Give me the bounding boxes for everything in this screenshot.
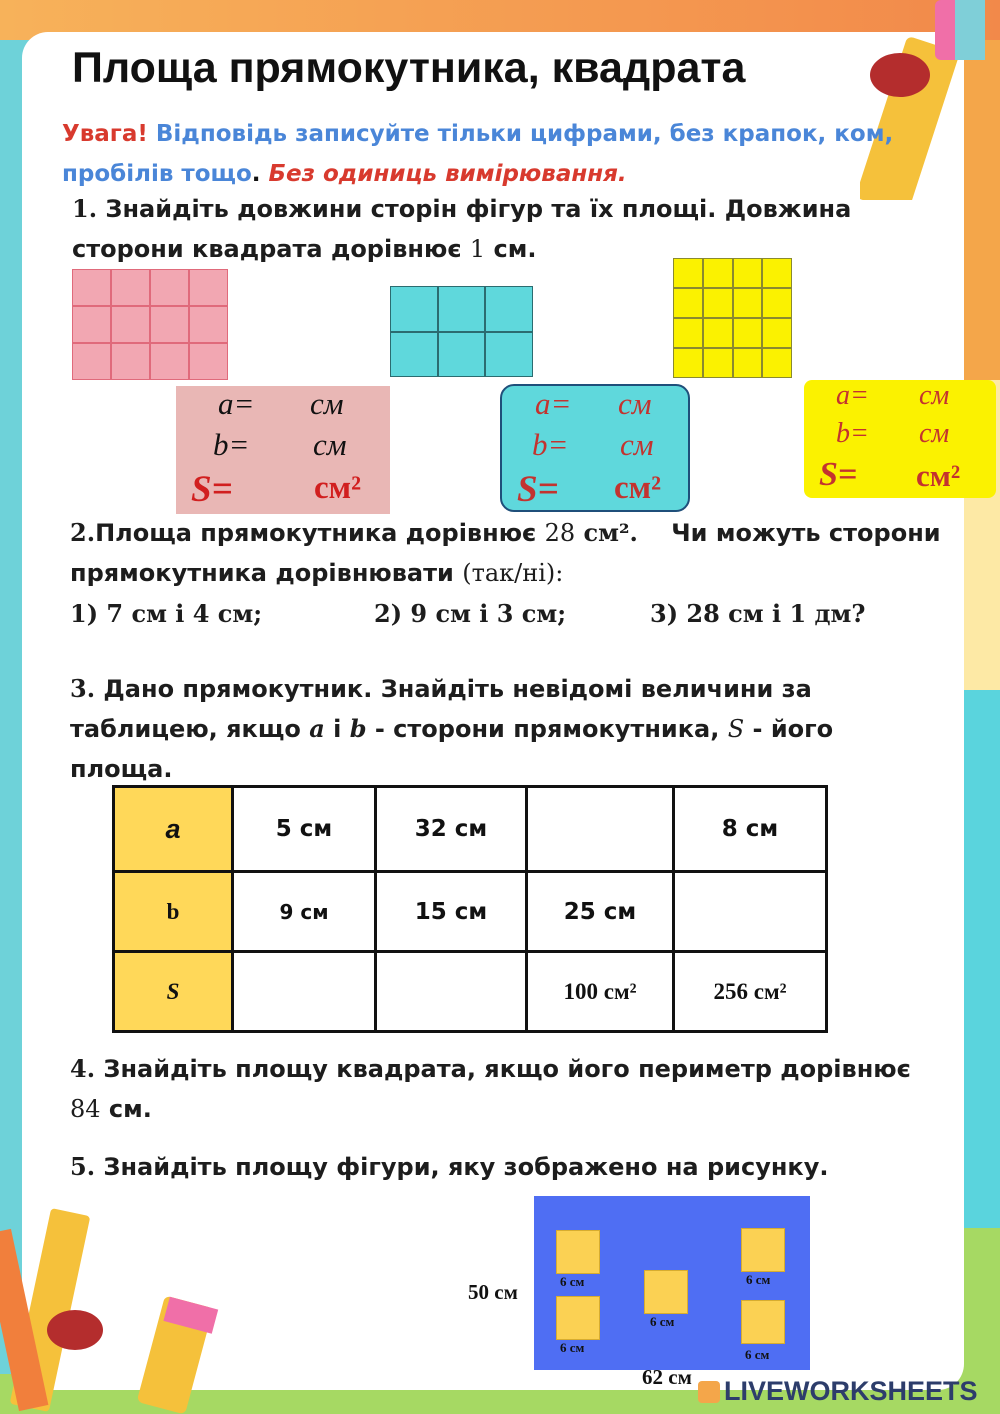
page-title: Площа прямокутника, квадрата xyxy=(72,44,746,92)
answer-box-yellow: a= см b= см S= см² xyxy=(804,380,996,498)
figure-square xyxy=(556,1230,600,1274)
figure-square xyxy=(556,1296,600,1340)
table-header-a: a xyxy=(114,787,233,872)
table-header-b: b xyxy=(114,872,233,952)
cyan-rectangle-figure xyxy=(390,286,533,377)
task2-option-1: 1) 7 см і 4 см; xyxy=(70,599,263,628)
square-label: 6 см xyxy=(650,1314,675,1329)
table-cell-input[interactable] xyxy=(674,872,827,952)
values-table xyxy=(112,785,828,1033)
table-cell: 32 см xyxy=(376,787,527,872)
square-label: 6 см xyxy=(746,1272,771,1287)
task3-text: 3. Дано прямокутник. Знайдіть невідомі величини за таблицею, якщо a і b - сторони прямокутника, S - його площа. xyxy=(70,674,834,783)
square-label: 6 см xyxy=(745,1347,770,1362)
square-label: 6 см xyxy=(560,1340,585,1355)
logo-icon xyxy=(698,1381,720,1403)
table-cell-input[interactable] xyxy=(233,952,376,1032)
answer-box-cyan: a= см b= см S= см² xyxy=(500,384,690,512)
warning-note: Увага! Відповідь записуйте тільки цифрами, без крапок, ком, пробілів тощо. Без одиниць вимірювання. xyxy=(62,121,894,187)
yellow-square-figure xyxy=(673,258,792,378)
table-cell: 8 см xyxy=(674,787,827,872)
table-cell: 5 см xyxy=(233,787,376,872)
table-row xyxy=(114,787,827,872)
square-label: 6 см xyxy=(560,1274,585,1289)
table-cell: 15 см xyxy=(376,872,527,952)
table-header-s: S xyxy=(114,952,233,1032)
task4-text: 4. Знайдіть площу квадрата, якщо його периметр дорівнює 84 см. xyxy=(70,1054,911,1123)
task1-text: 1. Знайдіть довжини сторін фігур та їх площі. Довжина сторони квадрата дорівнює 1 см. xyxy=(72,194,852,263)
table-cell: 256 см² xyxy=(674,952,827,1032)
table-cell: 9 см xyxy=(233,872,376,952)
warning-text: Відповідь записуйте тільки цифрами, без крапок, ком, пробілів тощо xyxy=(62,121,894,187)
figure-square xyxy=(741,1228,785,1272)
figure-square xyxy=(644,1270,688,1314)
table-cell-input[interactable] xyxy=(376,952,527,1032)
table-row xyxy=(114,872,827,952)
figure-width-label: 62 см xyxy=(642,1365,692,1389)
warning-attention: Увага! xyxy=(62,121,148,147)
table-row xyxy=(114,952,827,1032)
task2-option-2: 2) 9 см і 3 см; xyxy=(374,599,567,628)
liveworksheets-logo[interactable]: LIVEWORKSHEETS xyxy=(698,1376,978,1407)
warning-no-units: Без одиниць вимірювання. xyxy=(260,161,627,187)
pink-rectangle-figure xyxy=(72,269,228,380)
pencils-decoration-icon xyxy=(0,1190,240,1414)
task5-text: 5. Знайдіть площу фігури, яку зображено на рисунку. xyxy=(70,1152,829,1181)
figure-square xyxy=(741,1300,785,1344)
table-cell: 25 см xyxy=(527,872,674,952)
task2-option-3: 3) 28 см і 1 дм? xyxy=(650,599,866,628)
answer-box-pink: a= см b= см S= см² xyxy=(176,386,390,514)
table-cell-input[interactable] xyxy=(527,787,674,872)
figure-height-label: 50 см xyxy=(468,1280,518,1304)
table-cell: 100 см² xyxy=(527,952,674,1032)
task2-text: 2.Площа прямокутника дорівнює 28 см². Чи можуть сторони прямокутника дорівнювати (так/ні): xyxy=(70,518,941,587)
